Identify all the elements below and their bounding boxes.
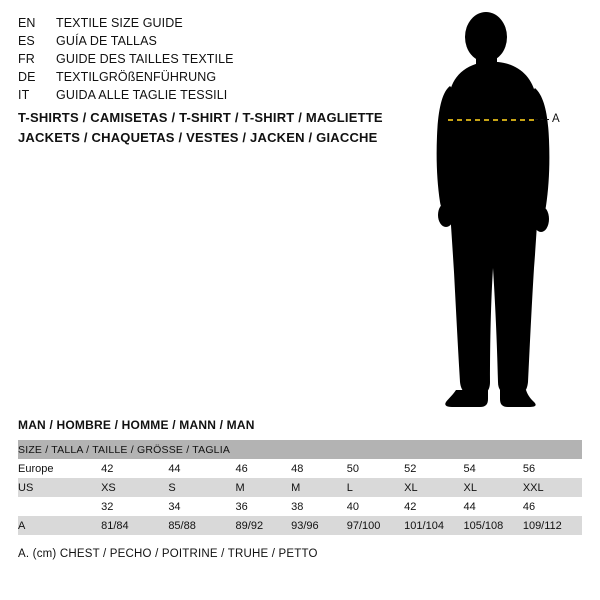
footnote: A. (cm) CHEST / PECHO / POITRINE / TRUHE / PETTO [18,548,318,560]
row-label [18,497,101,516]
language-text: GUIDE DES TAILLES TEXTILE [56,52,234,66]
cell: 52 [404,459,463,478]
cell: 89/92 [236,516,292,535]
row-label: A [18,516,101,535]
cell: 46 [236,459,292,478]
language-text: TEXTILE SIZE GUIDE [56,16,183,30]
category-tshirts: T-SHIRTS / CAMISETAS / T-SHIRT / T-SHIRT / MAGLIETTE [18,110,383,125]
language-row [18,68,378,86]
cell: 50 [347,459,404,478]
cell: XS [101,478,168,497]
cell: 46 [523,497,582,516]
language-text: GUÍA DE TALLAS [56,34,157,48]
cell: XL [464,478,523,497]
cell: XXL [523,478,582,497]
category-headings [18,108,438,148]
cell: 36 [236,497,292,516]
measure-label-a: A [552,113,560,125]
cell: 34 [168,497,235,516]
cell: 42 [101,459,168,478]
cell: 38 [291,497,347,516]
language-row [18,86,378,104]
language-row [18,50,378,68]
language-code: FR [18,52,35,66]
cell: 81/84 [101,516,168,535]
category-jackets: JACKETS / CHAQUETAS / VESTES / JACKEN / GIACCHE [18,130,378,145]
body-silhouette-figure [400,10,600,410]
size-table [18,440,582,535]
table-row [18,497,582,516]
table-row [18,478,582,497]
language-row [18,32,378,50]
cell: 109/112 [523,516,582,535]
cell: 54 [464,459,523,478]
cell: 32 [101,497,168,516]
cell: 48 [291,459,347,478]
gender-title: MAN / HOMBRE / HOMME / MANN / MAN [18,418,255,432]
cell: M [236,478,292,497]
table-row [18,516,582,535]
language-code: ES [18,34,35,48]
silhouette-icon [400,10,600,410]
row-label: US [18,478,101,497]
cell: S [168,478,235,497]
cell: 101/104 [404,516,463,535]
cell: 93/96 [291,516,347,535]
cell: 97/100 [347,516,404,535]
table-header-label: SIZE / TALLA / TAILLE / GRÖSSE / TAGLIA [18,440,236,459]
cell: L [347,478,404,497]
cell: 85/88 [168,516,235,535]
language-text: GUIDA ALLE TAGLIE TESSILI [56,88,228,102]
language-code: IT [18,88,30,102]
table-row [18,459,582,478]
cell: 40 [347,497,404,516]
measure-leader-line [535,119,549,120]
table-header-row [18,440,582,459]
cell: 44 [168,459,235,478]
language-code: DE [18,70,36,84]
cell: 44 [464,497,523,516]
cell: 105/108 [464,516,523,535]
cell: 42 [404,497,463,516]
language-code: EN [18,16,36,30]
language-text: TEXTILGRÖßENFÜHRUNG [56,70,217,84]
cell: 56 [523,459,582,478]
row-label: Europe [18,459,101,478]
language-list [18,14,378,104]
cell: M [291,478,347,497]
language-row [18,14,378,32]
cell: XL [404,478,463,497]
